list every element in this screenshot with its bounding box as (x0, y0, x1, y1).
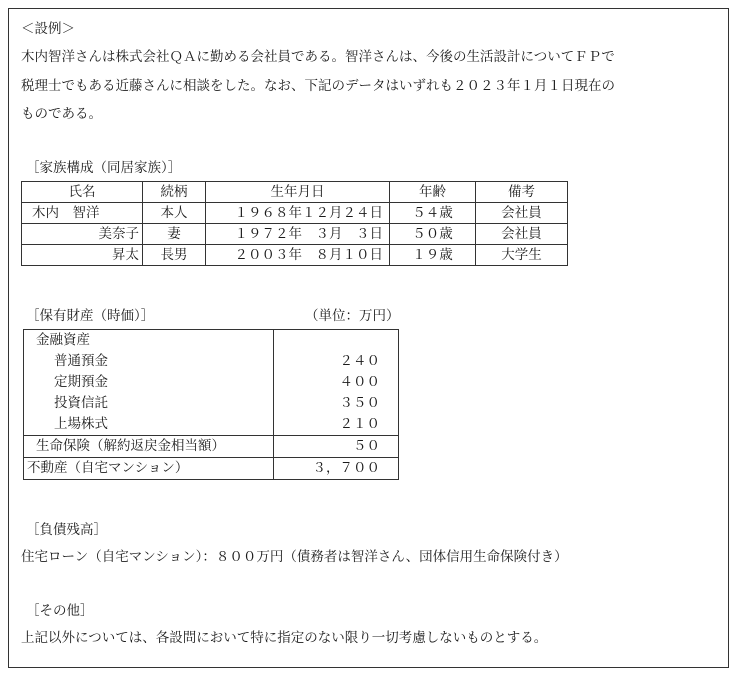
header-birthdate: 生年月日 (206, 182, 390, 203)
table-row (24, 414, 399, 436)
real-estate-label: 不動産（自宅マンション） (24, 458, 274, 480)
assets-section-title: ［保有財産（時価）］ (26, 308, 155, 324)
table-row (24, 330, 399, 352)
asset-value: ２４０ (339, 353, 380, 369)
table-row (24, 436, 399, 458)
assets-unit: （単位：万円） (305, 308, 400, 324)
member-note: 会社員 (476, 224, 568, 245)
intro-line-1: 木内智洋さんは株式会社ＱＡに勤める会社員である。智洋さんは、今後の生活設計についてＦＰで (21, 49, 615, 65)
header-age: 年齢 (390, 182, 476, 203)
asset-value: ３５０ (339, 395, 380, 411)
table-row (22, 224, 568, 245)
asset-value: ２１０ (339, 416, 380, 432)
asset-label: 普通預金 (24, 351, 274, 372)
member-note: 会社員 (476, 203, 568, 224)
member-relation: 妻 (143, 224, 206, 245)
member-name: 昇太 (22, 245, 143, 266)
asset-label: 定期預金 (24, 372, 274, 393)
member-name: 木内 智洋 (22, 203, 143, 224)
asset-label: 上場株式 (24, 414, 274, 436)
table-row (24, 458, 399, 480)
table-row (22, 245, 568, 266)
table-row (24, 393, 399, 414)
header-name: 氏名 (22, 182, 143, 203)
table-row (24, 372, 399, 393)
table-row (24, 351, 399, 372)
asset-value: ４００ (339, 374, 380, 390)
header-note: 備考 (476, 182, 568, 203)
insurance-label: 生命保険（解約返戻金相当額） (24, 436, 274, 458)
family-header-row (22, 182, 568, 203)
other-text: 上記以外については、各設問において特に指定のない限り一切考慮しないものとする。 (21, 630, 548, 646)
member-age: ５４歳 (390, 203, 476, 224)
real-estate-value: ３，７００ (274, 458, 399, 480)
debt-text: 住宅ローン（自宅マンション）：８００万円（債務者は智洋さん、団体信用生命保険付き） (21, 549, 568, 565)
financial-assets-label: 金融資産 (24, 330, 274, 352)
table-row (22, 203, 568, 224)
member-birthdate: １９６８年１２月２４日 (206, 203, 390, 224)
member-age: １９歳 (390, 245, 476, 266)
insurance-value: ５０ (274, 436, 399, 458)
asset-label: 投資信託 (24, 393, 274, 414)
member-name: 美奈子 (22, 224, 143, 245)
setting-title: ＜設例＞ (21, 21, 75, 37)
assets-table (23, 329, 399, 480)
intro-line-2: 税理士でもある近藤さんに相談をした。なお、下記のデータはいずれも２０２３年１月１日現在の (21, 78, 615, 94)
member-birthdate: １９７２年 ３月 ３日 (206, 224, 390, 245)
debt-section-title: ［負債残高］ (26, 522, 107, 538)
intro-line-3: ものである。 (21, 106, 102, 122)
member-relation: 本人 (143, 203, 206, 224)
member-age: ５０歳 (390, 224, 476, 245)
member-relation: 長男 (143, 245, 206, 266)
header-relation: 続柄 (143, 182, 206, 203)
family-table (21, 181, 568, 266)
family-section-title: ［家族構成（同居家族）］ (26, 160, 182, 176)
other-section-title: ［その他］ (26, 603, 94, 619)
member-birthdate: ２００３年 ８月１０日 (206, 245, 390, 266)
member-note: 大学生 (476, 245, 568, 266)
